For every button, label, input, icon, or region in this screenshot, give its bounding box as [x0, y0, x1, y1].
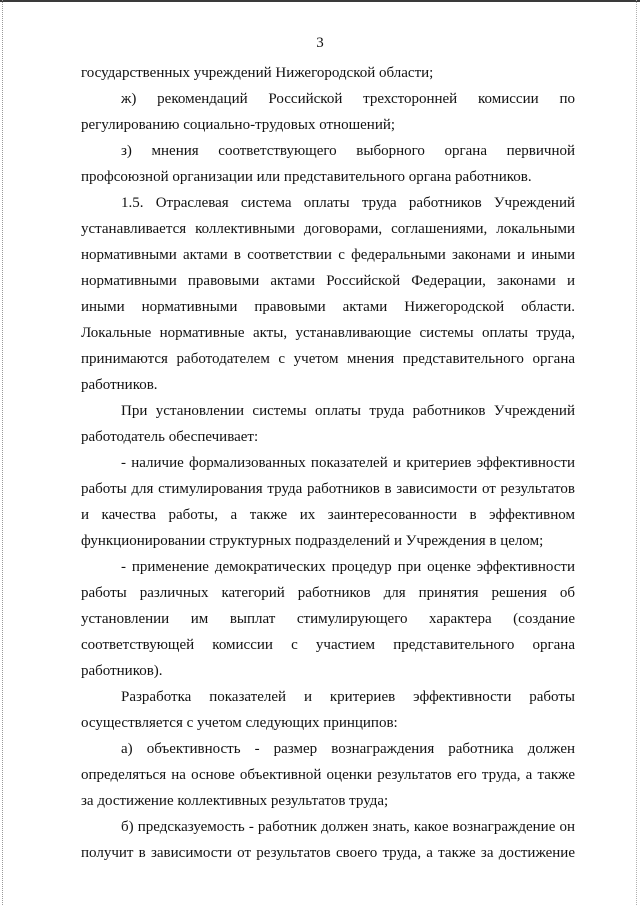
text-line: Локальные нормативные акты, устанавливающие системы оплаты труда, — [81, 325, 575, 341]
text-line: Разработка показателей и критериев эффективности работы — [121, 689, 575, 705]
scan-left-edge — [2, 0, 3, 905]
text-line: принимаются работодателем с учетом мнения представительного органа — [81, 351, 575, 367]
text-line: з) мнения соответствующего выборного органа первичной — [121, 143, 575, 159]
text-line: регулированию социально-трудовых отношений; — [81, 117, 396, 133]
text-line: нормативными актами в соответствии с федеральными законами и иными — [81, 247, 575, 263]
scan-top-edge — [0, 0, 640, 5]
page-number: 3 — [316, 35, 324, 51]
text-line: и качества работы, а также их заинтересованности в эффективном — [81, 507, 575, 523]
text-line: установлении им выплат стимулирующего характера (создание — [81, 611, 575, 627]
text-line: 1.5. Отраслевая система оплаты труда работников Учреждений — [121, 195, 575, 211]
text-line: профсоюзной организации или представительного органа работников. — [81, 169, 532, 185]
text-line: а) объективность - размер вознаграждения работника должен — [121, 741, 575, 757]
text-line: работодатель обеспечивает: — [81, 429, 259, 445]
text-line: функционировании структурных подразделений и Учреждения в целом; — [81, 533, 544, 549]
text-line: работы для стимулирования труда работников в зависимости от результатов — [81, 481, 575, 497]
text-line: ж) рекомендаций Российской трехсторонней комиссии по — [121, 91, 575, 107]
scan-right-edge — [636, 0, 637, 905]
text-line: б) предсказуемость - работник должен знать, какое вознаграждение он — [121, 819, 575, 835]
text-line: соответствующей комиссии с участием представительного органа — [81, 637, 575, 653]
text-line: определяться на основе объективной оценки результатов его труда, а также — [81, 767, 575, 783]
text-line: работников. — [81, 377, 158, 393]
text-line: государственных учреждений Нижегородской области; — [81, 65, 434, 81]
text-line: за достижение коллективных результатов труда; — [81, 793, 389, 809]
text-line: При установлении системы оплаты труда работников Учреждений — [121, 403, 575, 419]
text-line: осуществляется с учетом следующих принципов: — [81, 715, 398, 731]
text-line: получит в зависимости от результатов своего труда, а также за достижение — [81, 845, 575, 861]
text-line: иными нормативными правовыми актами Нижегородской области. — [81, 299, 575, 315]
text-line: нормативными правовыми актами Российской Федерации, законами и — [81, 273, 575, 289]
document-body — [81, 60, 575, 866]
text-line: работников). — [81, 663, 163, 679]
text-line: - применение демократических процедур при оценке эффективности — [121, 559, 575, 575]
text-line: работы различных категорий работников для принятия решения об — [81, 585, 575, 601]
text-line: устанавливается коллективными договорами, соглашениями, локальными — [81, 221, 575, 237]
text-line: - наличие формализованных показателей и критериев эффективности — [121, 455, 575, 471]
